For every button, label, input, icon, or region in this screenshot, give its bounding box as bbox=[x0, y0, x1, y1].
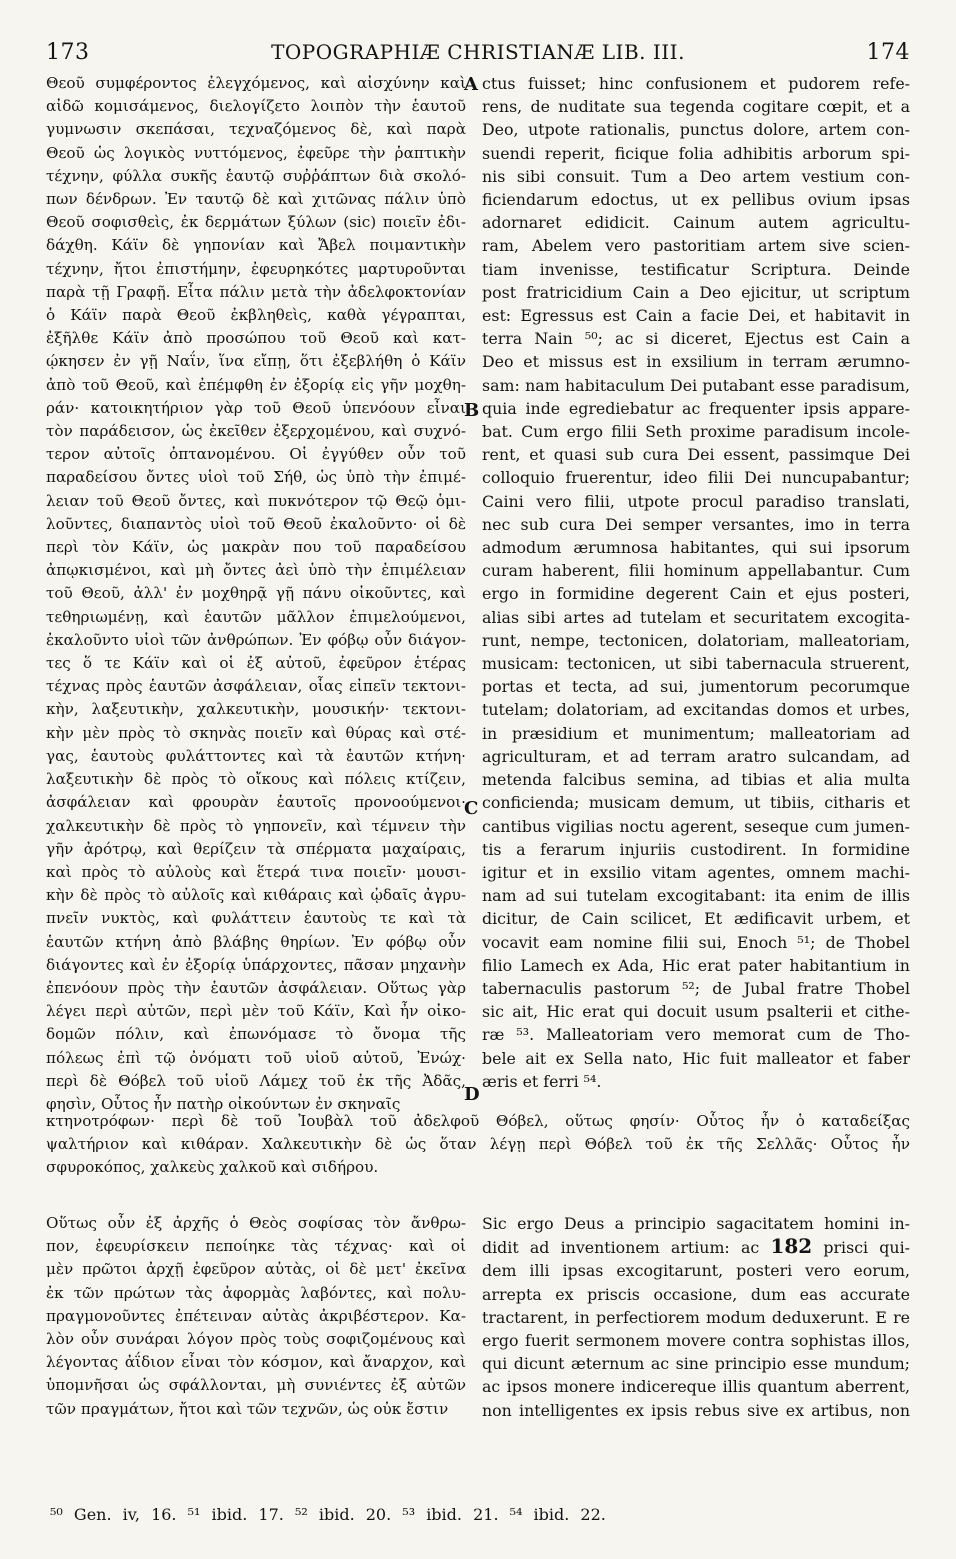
text-line: metenda falcibus semina, ad tibias et alia multa bbox=[482, 770, 910, 790]
text-line: ἀπῳκισμένοι, καὶ μὴ ὄντες ἀεὶ ὑπὸ τὴν ἐπιμέλειαν bbox=[46, 561, 466, 580]
text-line: δάχθη. Κάϊν δὲ γηπονίαν καὶ Ἄβελ ποιμαντικὴν bbox=[46, 236, 466, 255]
text-line: λοῦντες, διαπαντὸς υἱοὶ τοῦ Θεοῦ ἐκαλοῦντο· οἱ δὲ bbox=[46, 514, 466, 533]
text-line: τῶν πραγμάτων, ἤτοι καὶ τῶν τεχνῶν, ὡς οὐκ ἔστιν bbox=[46, 1399, 449, 1418]
running-title: TOPOGRAPHIÆ CHRISTIANÆ LIB. III. bbox=[271, 40, 685, 64]
text-line: περὶ δὲ Θόβελ τοῦ υἱοῦ Λάμεχ τοῦ ἐκ τῆς Ἀδᾶς, bbox=[46, 1071, 466, 1090]
text-line: τέχνην, φύλλα συκῆς ἑαυτῷ συῤῥάπτων διὰ σκολό- bbox=[46, 166, 466, 185]
text-line: terra Nain ⁵⁰; ac si diceret, Ejectus est Cain a bbox=[482, 329, 910, 349]
text-segment: didit ad inventionem artium: ac bbox=[482, 1238, 760, 1258]
text-line: nec sub cura Dei semper versantes, imo in terra bbox=[482, 514, 910, 534]
text-line: κὴν μὲν πρὸς τὸ σκηνὰς ποιεῖν καὶ θύρας καὶ στέ- bbox=[46, 723, 466, 742]
text-line: rens, de nuditate sua tegenda cogitare cœpit, et a bbox=[482, 97, 910, 117]
text-line: περὶ τὸν Κάϊν, ὡς μακρὰν που τοῦ παραδείσου bbox=[46, 538, 466, 557]
text-line: bat. Cum ergo filii Seth proxime paradisum incole- bbox=[482, 422, 910, 442]
marker-c: C bbox=[464, 798, 479, 819]
page-number-left: 173 bbox=[46, 40, 90, 65]
text-line: Οὕτως οὖν ἐξ ἀρχῆς ὁ Θεὸς σοφίσας τὸν ἄνθρω- bbox=[46, 1214, 466, 1232]
marker-b: B bbox=[464, 400, 480, 421]
text-line: μὲν πρῶτοι ἀρχῇ ἐφεῦρον αὐτὰς, οἱ δὲ μετ' ἐκεῖνα bbox=[46, 1260, 466, 1279]
text-line: παρὰ τῇ Γραφῇ. Εἶτα πάλιν μετὰ τὴν ἀδελφοκτονίαν bbox=[46, 282, 466, 301]
text-line: τες ὅ τε Κάϊν καὶ οἱ ἐξ αὐτοῦ, ἐφεῦρον ἑτέρας bbox=[46, 654, 466, 673]
text-line: nis sibi consuit. Tum a Deo artem vestium con- bbox=[482, 166, 910, 186]
text-line: ψαλτήριον καὶ κιθάραν. Χαλκευτικὴν δὲ ὡς ὅταν λέγῃ περὶ Θόβελ τοῦ ἐκ τῆς Σελλᾶς· Οὗτος ἦν bbox=[46, 1135, 910, 1154]
text-line: παραδείσου ὄντες υἱοὶ τοῦ Σήθ, ὡς ὑπὸ τὴν ἐπιμέ- bbox=[46, 468, 466, 487]
text-line: Θεοῦ σοφισθεὶς, ἐκ δερμάτων ξύλων (sic) ποιεῖν ἐδι- bbox=[46, 213, 466, 232]
text-line: cantibus vigilias noctu agerent, seseque cum jumen- bbox=[482, 816, 910, 836]
text-line: ræ ⁵³. Malleatoriam vero memorat cum de Tho- bbox=[482, 1025, 910, 1045]
text-segment: prisci qui- bbox=[823, 1238, 910, 1258]
text-line: διάγοντες καὶ ἐν ἐξορίᾳ ὑπάρχοντες, πᾶσαν μηχανὴν bbox=[46, 955, 466, 974]
text-line: ὁ Κάϊν παρὰ Θεοῦ ἐκβληθεὶς, καθὰ γέγραπται, bbox=[46, 306, 466, 325]
text-line: conficienda; musicam demum, ut tibiis, citharis et bbox=[482, 793, 910, 813]
text-line: ficiendarum edoctus, ut ex pellibus ovium ipsas bbox=[482, 190, 910, 210]
text-line: suendi reperit, ficique folia adhibitis arborum spi- bbox=[482, 143, 910, 163]
text-line: ctus fuisset; hinc confusionem et pudorem refe- bbox=[482, 74, 910, 93]
text-line: κὴν δὲ πρὸς τὸ αὐλοῖς καὶ κιθάραις καὶ ᾠδαῖς ἀγρυ- bbox=[46, 886, 466, 905]
text-line: πνεῖν νυκτὸς, καὶ φυλάττειν ἑαυτοὺς τε καὶ τὰ bbox=[46, 909, 466, 928]
text-line: ἐκ τῶν πρώτων τὰς ἀφορμὰς λαβόντες, καὶ πολυ- bbox=[46, 1283, 466, 1302]
text-line: vocavit eam nomine filii sui, Enoch ⁵¹; de Thobel bbox=[482, 932, 910, 952]
text-line: quia inde egrediebatur ac frequenter ipsis appare- bbox=[482, 398, 910, 418]
text-line: πραγμονοῦντες ἐπέτειναν αὐτὰς ἀκριβέστερον. Κα- bbox=[46, 1306, 466, 1325]
latin-column-2 bbox=[482, 1212, 910, 1422]
text-line: ἑαυτῶν κτήνη ἀπὸ βλάβης θηρίων. Ἐν φόβῳ οὖν bbox=[46, 932, 466, 951]
text-line: sic ait, Hic erat qui docuit usum psalterii et cithe- bbox=[482, 1002, 910, 1022]
text-line: ἐπενόουν πρὸς τὴν ἑαυτῶν ἀσφάλειαν. Οὕτως γὰρ bbox=[46, 978, 466, 997]
text-line: post fratricidium Cain a Deo ejicitur, ut scriptum bbox=[482, 282, 910, 302]
text-line: qui dicunt æternum ac sine principio esse mundum; bbox=[482, 1354, 910, 1374]
text-line: λειαν τοῦ Θεοῦ ὄντες, καὶ πυκνότερον τῷ Θεῷ ὁμι- bbox=[46, 491, 466, 510]
text-line: τερον αὐτοῖς ὀπτανομένου. Οἱ ἐγγύθεν οὖν τοῦ bbox=[46, 445, 466, 464]
text-line: ergo in formidine degerent Cain et ejus posteri, bbox=[482, 584, 910, 604]
text-line: curam haberent, filii hominum appellabantur. Cum bbox=[482, 561, 910, 581]
text-line: ῴκησεν ἐν γῇ Ναΐν, ἵνα εἴπῃ, ὅτι ἐξεβλήθη ὁ Κάϊν bbox=[46, 352, 466, 371]
text-line: dicitur, de Cain scilicet, Et ædificavit urbem, et bbox=[482, 909, 910, 929]
text-line: Deo et missus est in exsilium in terram ærumno- bbox=[482, 352, 910, 372]
text-line: tis a ferarum injuriis custodirent. In formidine bbox=[482, 839, 910, 859]
text-line: in præsidium et munimentum; malleatoriam ad bbox=[482, 723, 910, 743]
text-line: αἰδῶ κομισάμενος, διελογίζετο λοιπὸν τὴν ἑαυτοῦ bbox=[46, 97, 466, 116]
text-line: admodum ærumnosa habitantes, qui sui ipsorum bbox=[482, 538, 910, 558]
text-line: Θεοῦ συμφέροντος ἐλεγχόμενος, καὶ αἰσχύνην καὶ bbox=[46, 74, 466, 92]
text-line: τέχνας πρὸς ἑαυτῶν ἀσφάλειαν, οἷας εἰπεῖν τεκτονι- bbox=[46, 677, 466, 696]
text-line: γας, ἑαυτοὺς φυλάττοντες καὶ τὰ ἑαυτῶν κτήνη· bbox=[46, 746, 466, 765]
text-line: τοῦ Θεοῦ, ἀλλ' ἐν μοχθηρᾷ γῇ πάνυ οἰκοῦντες, καὶ bbox=[46, 584, 466, 603]
text-line: κτηνοτρόφων· περὶ δὲ τοῦ Ἰουβὰλ τοῦ ἀδελφοῦ Θόβελ, οὕτως φησίν· Οὗτος ἦν ὁ καταδείξας bbox=[46, 1112, 910, 1130]
text-line: non intelligentes ex ipsis rebus sive ex artibus, non bbox=[482, 1400, 910, 1420]
text-line: sam: nam habitaculum Dei putabant esse paradisum, bbox=[482, 375, 910, 395]
text-line: λαξευτικὴν δὲ πρὸς τὸ οἴκους καὶ πόλεις κτίζειν, bbox=[46, 770, 466, 789]
text-line: Deo, utpote rationalis, punctus dolore, artem con- bbox=[482, 120, 910, 140]
text-line: χαλκευτικὴν δὲ πρὸς τὸ γηπονεῖν, καὶ τέμνειν τὴν bbox=[46, 816, 466, 835]
text-line: nam ad sui tutelam excogitabant: ita enim de illis bbox=[482, 886, 910, 906]
column-number: 182 bbox=[770, 1235, 813, 1259]
text-line: ἐκαλοῦντο υἱοὶ τῶν ἀνθρώπων. Ἐν φόβῳ οὖν διάγον- bbox=[46, 630, 466, 649]
text-line: ἀσφάλειαν καὶ φρουρὰν ἑαυτοῖς προνοούμενοι· bbox=[46, 793, 466, 812]
greek-column bbox=[46, 72, 466, 1116]
text-line: æris et ferri ⁵⁴. bbox=[482, 1071, 602, 1091]
text-line: σφυροκόπος, χαλκεὺς χαλκοῦ καὶ σιδήρου. bbox=[46, 1158, 379, 1177]
latin-column bbox=[482, 72, 910, 1093]
full-width-greek bbox=[46, 1110, 910, 1180]
text-line: λὸν οὖν συνάραι λόγον πρὸς τοὺς σοφιζομένους καὶ bbox=[46, 1330, 466, 1349]
text-line bbox=[482, 1235, 910, 1259]
text-line: adornaret edidicit. Cainum autem agricultu- bbox=[482, 213, 910, 233]
text-line: Caini vero filii, utpote procul paradiso translati, bbox=[482, 491, 910, 511]
text-line: dem illi ipsas excogitarunt, posteri vero eorum, bbox=[482, 1261, 910, 1281]
text-line: filio Lamech ex Ada, Hic erat pater habitantium in bbox=[482, 955, 910, 975]
text-line: runt, nempe, tectonicen, dolatoriam, malleatoriam, bbox=[482, 630, 910, 650]
text-line: arrepta ex priscis occasione, dum eas accurate bbox=[482, 1284, 910, 1304]
text-line: λέγοντας ἀΐδιον εἶναι τὸν κόσμον, καὶ ἄναρχον, καὶ bbox=[46, 1353, 466, 1372]
text-line: πων δένδρων. Ἐν ταυτῷ δὲ καὶ χιτῶνας πάλιν ὑπὸ bbox=[46, 190, 466, 209]
text-line: πόλεως ἐπὶ τῷ ὀνόματι τοῦ υἱοῦ αὐτοῦ, Ἐνώχ· bbox=[46, 1048, 466, 1067]
greek-column-2 bbox=[46, 1212, 466, 1421]
text-line: λέγει περὶ αὐτῶν, περὶ μὲν τοῦ Κάϊν, Καὶ ἦν οἰκο- bbox=[46, 1002, 466, 1021]
text-line: ἀπὸ τοῦ Θεοῦ, καὶ ἐπέμφθη ἐν ἐξορίᾳ εἰς γῆν μοχθη- bbox=[46, 375, 466, 394]
text-line: φησὶν, Οὗτος ἦν πατὴρ οἰκούντων ἐν σκηναῖς bbox=[46, 1094, 401, 1113]
text-line: τεθηριωμένῃ, καὶ ἑαυτῶν μᾶλλον ἐπιμελούμενοι, bbox=[46, 607, 466, 626]
text-line: tractarent, in perfectiorem modum deduxerunt. E re bbox=[482, 1307, 910, 1327]
text-line: agriculturam, et ad terram aratro sulcandam, ad bbox=[482, 746, 910, 766]
text-line: κὴν, λαξευτικὴν, χαλκευτικὴν, μουσικήν· τεκτονι- bbox=[46, 700, 466, 719]
text-line: γῆν ἀρότρῳ, καὶ θερίζειν τὰ σπέρματα μαχαίραις, bbox=[46, 839, 466, 858]
text-line: tabernaculis pastorum ⁵²; de Jubal fratre Thobel bbox=[482, 978, 910, 998]
text-line: colloquio fruerentur, ideo filii Dei nuncupabantur; bbox=[482, 468, 910, 488]
text-line: ac ipsos monere indicereque illis quantum aberrent, bbox=[482, 1377, 910, 1397]
text-line: rent, et quasi sub cura Dei essent, passimque Dei bbox=[482, 445, 910, 465]
text-line: Sic ergo Deus a principio sagacitatem homini in- bbox=[482, 1214, 910, 1233]
text-line: bele ait ex Sella nato, Hic fuit malleator et faber bbox=[482, 1048, 910, 1068]
text-line: καὶ πρὸς τὸ αὐλοὺς καὶ ἕτερά τινα ποιεῖν· μουσι- bbox=[46, 862, 466, 881]
text-line: ὑπομνῆσαι ὡς σφάλλονται, μὴ συνιέντες ἐξ αὐτῶν bbox=[46, 1376, 466, 1395]
text-line: γυμνωσιν σκεπάσαι, τεχναζόμενος δὲ, καὶ παρὰ bbox=[46, 120, 466, 139]
footnotes: ⁵⁰ Gen. iv, 16. ⁵¹ ibid. 17. ⁵² ibid. 20. ⁵³ ibid. 21. ⁵⁴ ibid. 22. bbox=[50, 1505, 606, 1524]
text-line: alias sibi artes ad tutelam et securitatem excogita- bbox=[482, 607, 910, 627]
text-line: igitur et in exsilio vitam agentes, omnem machi- bbox=[482, 862, 910, 882]
text-line: tiam invenisse, testificatur Scriptura. Deinde bbox=[482, 259, 910, 279]
text-line: portas et tecta, ad sui, jumentorum pecorumque bbox=[482, 677, 910, 697]
text-line: ram, Abelem vero pastoritiam artem sive scien- bbox=[482, 236, 910, 256]
running-header bbox=[46, 40, 910, 70]
text-line: τέχνην, ἤτοι ἐπιστήμην, ἐφευρηκότες μαρτυροῦνται bbox=[46, 259, 466, 278]
text-line: δομῶν πόλιν, καὶ ἐπωνόμασε τὸ ὄνομα τῆς bbox=[46, 1025, 466, 1044]
text-line: ergo fuerit sermonem movere contra sophistas illos, bbox=[482, 1331, 910, 1351]
text-line: tutelam; dolatoriam, ad excitandas domos et urbes, bbox=[482, 700, 910, 720]
text-line: τὸν παράδεισον, ὡς ἐκεῖθεν ἐξερχομένου, καὶ συχνό- bbox=[46, 422, 466, 441]
text-line: πον, ἐφευρίσκειν πεποίηκε τὰς τέχνας· καὶ οἱ bbox=[46, 1237, 466, 1256]
marker-a: A bbox=[464, 74, 478, 95]
page-number-right: 174 bbox=[866, 40, 910, 65]
text-line: ἐξῆλθε Κάϊν ἀπὸ προσώπου τοῦ Θεοῦ καὶ κατ- bbox=[46, 329, 466, 348]
text-line: est: Egressus est Cain a facie Dei, et habitavit in bbox=[482, 306, 910, 326]
text-line: Θεοῦ ὡς λογικὸς νυττόμενος, ἐφεῦρε τὴν ῥαπτικὴν bbox=[46, 143, 466, 162]
text-line: ράν· κατοικητήριον γὰρ τοῦ Θεοῦ ὑπενόουν εἶναι bbox=[46, 398, 466, 417]
marker-d: D bbox=[464, 1084, 480, 1105]
text-line: musicam: tectonicen, ut sibi tabernacula struerent, bbox=[482, 654, 910, 674]
